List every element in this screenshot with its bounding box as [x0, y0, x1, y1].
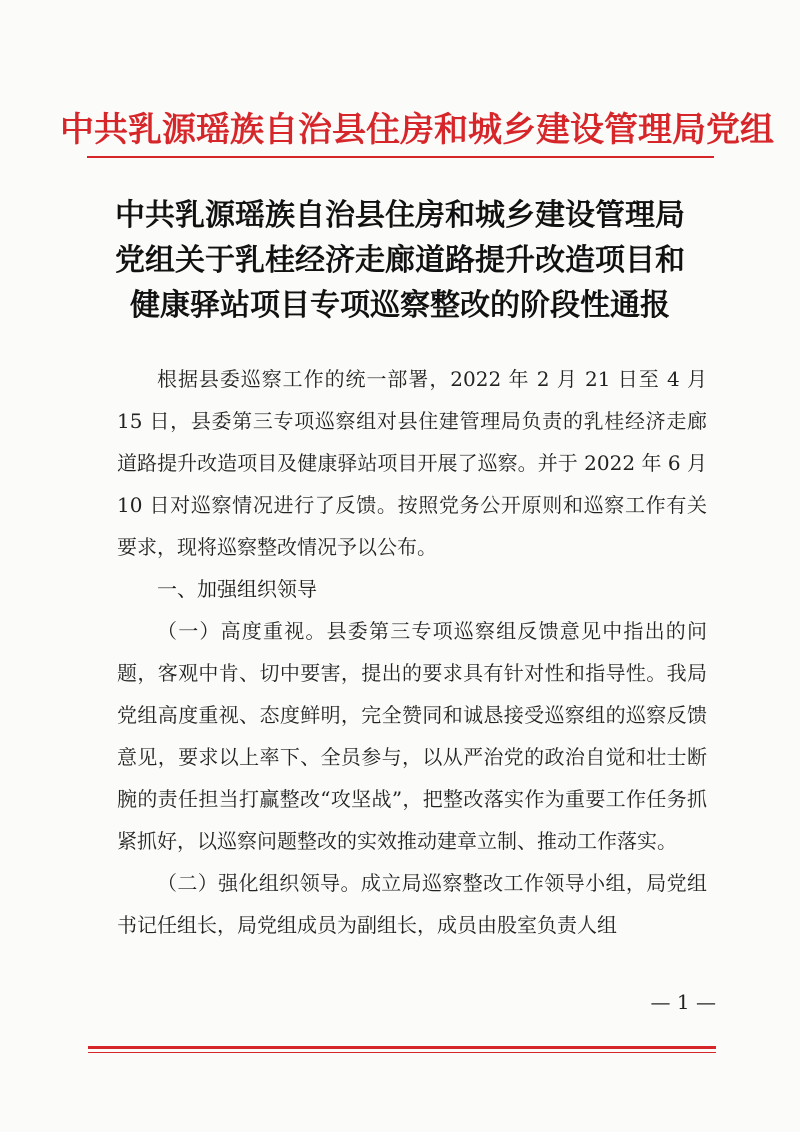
footer-red-rule	[88, 1046, 716, 1049]
letterhead-org-name: 中共乳源瑶族自治县住房和城乡建设管理局党组	[60, 110, 774, 150]
item-2-label: （二）强化组织领导。	[157, 871, 361, 895]
document-title-line: 健康驿站项目专项巡察整改的阶段性通报	[130, 288, 670, 323]
page-number: — 1 —	[650, 990, 716, 1014]
item-1-label: （一）高度重视。	[157, 619, 327, 643]
item-2-text: 成立局巡察整改工作领导小组，局党组书记任组长，局党组成员为副组长，成员由股室负责人组	[117, 871, 708, 937]
item-1-paragraph	[117, 610, 707, 862]
document-title-line: 中共乳源瑶族自治县住房和城乡建设管理局	[115, 198, 685, 233]
document-title-line: 党组关于乳桂经济走廊道路提升改造项目和	[115, 243, 685, 278]
item-2-paragraph	[117, 862, 707, 946]
document-body	[117, 358, 707, 946]
letterhead-red-rule	[87, 156, 714, 158]
document-title	[70, 193, 730, 328]
footer-red-rule-thin	[88, 1052, 716, 1053]
intro-paragraph: 根据县委巡察工作的统一部署，2022 年 2 月 21 日至 4 月 15 日，县委第三专项巡察组对县住建管理局负责的乳桂经济走廊道路提升改造项目及健康驿站项目开展了巡察。并于 2022 年 6 月 10 日对巡察情况进行了反馈。按照党务公开原则和巡察工作有关要求，现将巡察整改情况予以公布。	[117, 367, 707, 559]
section-heading: 一、加强组织领导	[157, 577, 317, 601]
item-1-text: 县委第三专项巡察组反馈意见中指出的问题，客观中肯、切中要害，提出的要求具有针对性和指导性。我局党组高度重视、态度鲜明，完全赞同和诚恳接受巡察组的巡察反馈意见，要求以上率下、全员参与，以从严治党的政治自觉和壮士断腕的责任担当打赢整改“攻坚战”，把整改落实作为重要工作任务抓紧抓好，以巡察问题整改的实效推动建章立制、推动工作落实。	[117, 619, 708, 853]
